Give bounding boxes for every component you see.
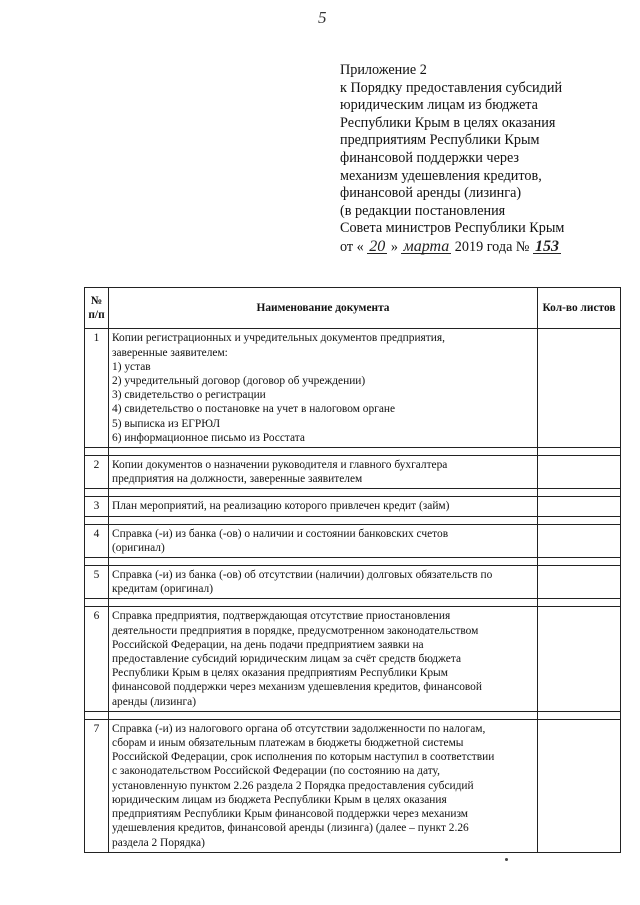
document-name-line: предприятиям Республики Крым финансовой поддержки через механизм [112,808,469,821]
row-spacer [85,558,621,566]
row-spacer [85,448,621,456]
appendix-header [340,62,630,257]
document-name-line: юридическим лицам из бюджета Республики Крым в целях оказания [112,793,447,806]
table-row [85,607,621,711]
document-name-line: кредитам (оригинал) [112,583,214,596]
document-name-line: установленную пунктом 2.26 раздела 2 Порядка предоставления субсидий [112,779,474,792]
header-num: № п/п [85,288,109,329]
spacer-cell [109,711,538,719]
spacer-cell [538,516,621,524]
document-name-line: (оригинал) [112,541,165,554]
spacer-cell [109,448,538,456]
row-number: 5 [85,566,109,599]
spacer-cell [85,489,109,497]
document-name-line: аренды (лизинга) [112,695,196,708]
document-name-line: План мероприятий, на реализацию которого привлечен кредит (займ) [112,500,450,513]
document-name-line: Республики Крым в целях оказания предприятиям Республики Крым [112,667,448,680]
document-name-line: 5) выписка из ЕГРЮЛ [112,417,221,430]
row-number: 2 [85,456,109,489]
spacer-cell [85,558,109,566]
document-name-line: с законодательством Российской Федерации (по состоянию на дату, [112,765,440,778]
appendix-line: Республики Крым в целях оказания [340,114,556,131]
sheet-count-cell [538,456,621,489]
document-name [109,329,538,448]
document-name-line: предоставление субсидий юридическим лицам за счёт средств бюджета [112,653,462,666]
document-name-line: Справка предприятия, подтверждающая отсутствие приостановления [112,610,451,623]
sheet-count-cell [538,607,621,711]
row-number: 6 [85,607,109,711]
appendix-line: Приложение 2 [340,62,427,78]
document-name-line: Российской Федерации, срок исполнения по которым наступил в соответствии [112,751,495,764]
table-header-row [85,288,621,329]
document-name [109,566,538,599]
header-qty: Кол-во листов [538,288,621,329]
header-name: Наименование документа [109,288,538,329]
spacer-cell [538,599,621,607]
sheet-count-cell [538,497,621,516]
documents-table [84,287,621,853]
date-separator: » [390,238,398,255]
spacer-cell [538,489,621,497]
appendix-line: финансовой поддержки через [340,149,520,166]
document-name-line: удешевления кредитов, финансовой аренды (лизинга) (далее – пункт 2.26 [112,822,469,835]
document-name [109,607,538,711]
appendix-line: (в редакции постановления [340,202,506,219]
document-name-line: сборам и иным обязательным платежам в бюджеты бюджетной системы [112,737,464,750]
document-name-line: 2) учредительный договор (договор об учреждении) [112,375,366,388]
spacer-cell [85,599,109,607]
row-number: 7 [85,719,109,852]
spacer-cell [85,711,109,719]
table-row [85,497,621,516]
document-name-line: 1) устав [112,360,151,373]
date-prefix: от « [340,238,364,255]
appendix-line: к Порядку предоставления субсидий [340,79,563,96]
document-name-line: Справка (-и) из банка (-ов) о наличии и состоянии банковских счетов [112,527,449,540]
handwritten-number: 153 [535,237,559,255]
table-row [85,456,621,489]
table-row [85,566,621,599]
document-name [109,497,538,516]
row-spacer [85,516,621,524]
document-name-line: предприятия на должности, заверенные заявителем [112,473,363,486]
sheet-count-cell [538,329,621,448]
document-name-line: Российской Федерации, на день подачи предприятием заявки на [112,638,424,651]
spacer-cell [109,489,538,497]
sheet-count-cell [538,524,621,557]
row-number: 4 [85,524,109,557]
appendix-line: юридическим лицам из бюджета [340,97,538,114]
document-name [109,524,538,557]
document-name-line: Копии документов о назначении руководителя и главного бухгалтера [112,459,448,472]
row-spacer [85,489,621,497]
scan-speck [505,858,508,861]
row-number: 3 [85,497,109,516]
spacer-cell [538,448,621,456]
handwritten-month: марта [403,237,450,255]
document-name [109,719,538,852]
document-name-line: 4) свидетельство о постановке на учет в налоговом органе [112,403,396,416]
table-row [85,524,621,557]
row-spacer [85,599,621,607]
document-name-line: 6) информационное письмо из Росстата [112,431,305,444]
spacer-cell [538,711,621,719]
spacer-cell [109,599,538,607]
document-name-line: Справка (-и) из налогового органа об отсутствии задолженности по налогам, [112,722,486,735]
appendix-line: механизм удешевления кредитов, [340,167,542,184]
spacer-cell [109,558,538,566]
resolution-date-line [340,238,630,257]
spacer-cell [85,448,109,456]
page-number: 5 [318,8,327,27]
row-number: 1 [85,329,109,448]
handwritten-day: 20 [369,237,386,255]
document-name-line: заверенные заявителем: [112,346,228,359]
spacer-cell [109,516,538,524]
document-name [109,456,538,489]
table-row [85,719,621,852]
spacer-cell [538,558,621,566]
appendix-line: Совета министров Республики Крым [340,220,565,237]
appendix-line: финансовой аренды (лизинга) [340,185,522,202]
date-year: 2019 года № [454,238,530,255]
document-name-line: 3) свидетельство о регистрации [112,389,266,402]
document-name-line: Копии регистрационных и учредительных документов предприятия, [112,332,445,345]
table-row [85,329,621,448]
appendix-line: предприятиям Республики Крым [340,132,540,149]
document-name-line: деятельности предприятия в порядке, предусмотренном законодательством [112,624,479,637]
document-name-line: Справка (-и) из банка (-ов) об отсутствии (наличии) долговых обязательств по [112,569,493,582]
row-spacer [85,711,621,719]
spacer-cell [85,516,109,524]
sheet-count-cell [538,566,621,599]
document-name-line: раздела 2 Порядка) [112,836,205,849]
document-name-line: финансовой поддержки через механизм удешевления кредитов, финансовой [112,681,482,694]
sheet-count-cell [538,719,621,852]
